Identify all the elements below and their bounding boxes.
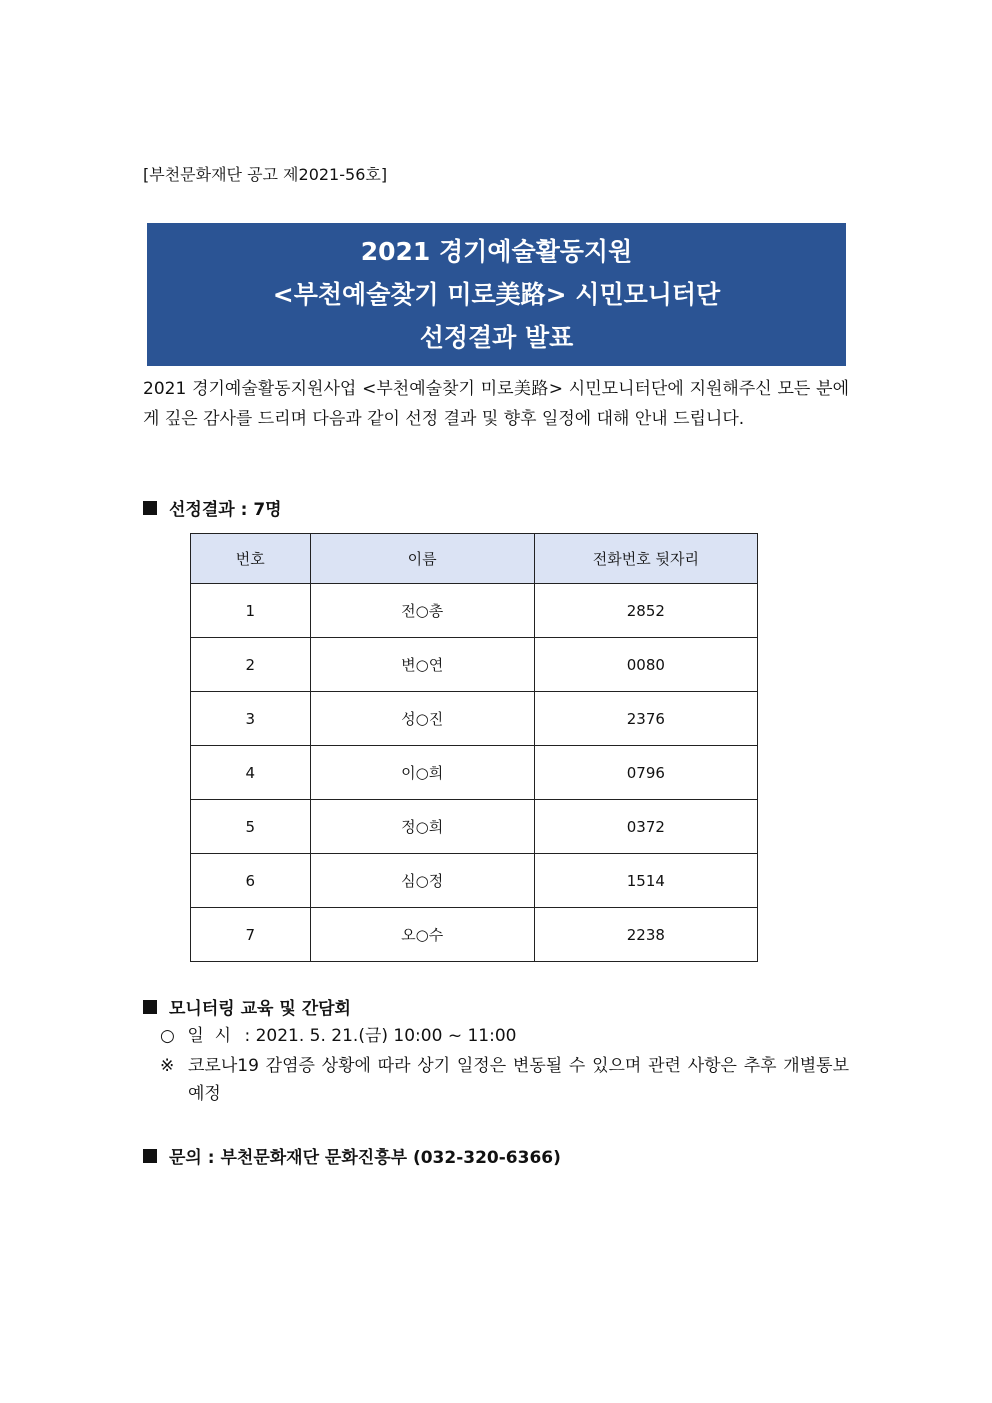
- row-name: 성○진: [310, 692, 534, 746]
- notice-number: [부천문화재단 공고 제2021-56호]: [143, 165, 388, 184]
- table-row: [191, 638, 758, 692]
- covid-note: [160, 1052, 849, 1108]
- row-phone: 2238: [534, 908, 757, 962]
- schedule-label: 일 시: [187, 1026, 232, 1046]
- header-phone: 전화번호 뒷자리: [534, 534, 757, 584]
- row-number: 5: [191, 800, 311, 854]
- row-phone: 2852: [534, 584, 757, 638]
- row-name: 심○정: [310, 854, 534, 908]
- row-phone: 0372: [534, 800, 757, 854]
- row-name: 전○총: [310, 584, 534, 638]
- reference-mark-icon: ※: [160, 1056, 175, 1076]
- row-name: 정○희: [310, 800, 534, 854]
- schedule-line: [160, 1022, 516, 1050]
- row-number: 4: [191, 746, 311, 800]
- contact-heading-text: 문의 : 부천문화재단 문화진흥부 (032-320-6366): [169, 1148, 561, 1168]
- training-heading: [143, 994, 351, 1019]
- row-name: 오○수: [310, 908, 534, 962]
- table-row: [191, 584, 758, 638]
- circle-bullet-icon: ○: [160, 1026, 175, 1046]
- contact-heading: [143, 1143, 561, 1168]
- square-bullet-icon: [143, 1000, 157, 1014]
- title-line-1: 2021 경기예술활동지원: [360, 237, 633, 266]
- title-line-3: 선정결과 발표: [419, 323, 574, 352]
- square-bullet-icon: [143, 501, 157, 515]
- header-name: 이름: [310, 534, 534, 584]
- header-number: 번호: [191, 534, 311, 584]
- table-row: [191, 800, 758, 854]
- table-row: [191, 746, 758, 800]
- row-phone: 2376: [534, 692, 757, 746]
- title-banner: [147, 223, 846, 366]
- row-number: 1: [191, 584, 311, 638]
- schedule-value: : 2021. 5. 21.(금) 10:00 ~ 11:00: [244, 1026, 517, 1046]
- row-number: 6: [191, 854, 311, 908]
- row-name: 이○희: [310, 746, 534, 800]
- row-phone: 1514: [534, 854, 757, 908]
- table-header-row: [191, 534, 758, 584]
- row-phone: 0080: [534, 638, 757, 692]
- title-line-2: <부천예술찾기 미로美路> 시민모니터단: [272, 280, 721, 309]
- row-name: 변○연: [310, 638, 534, 692]
- table-row: [191, 692, 758, 746]
- selection-heading: [143, 495, 282, 520]
- square-bullet-icon: [143, 1149, 157, 1163]
- row-number: 3: [191, 692, 311, 746]
- row-phone: 0796: [534, 746, 757, 800]
- row-number: 2: [191, 638, 311, 692]
- selection-heading-text: 선정결과 : 7명: [169, 500, 282, 520]
- row-number: 7: [191, 908, 311, 962]
- training-heading-text: 모니터링 교육 및 간담회: [169, 999, 351, 1019]
- table-row: [191, 908, 758, 962]
- covid-note-text: 코로나19 감염증 상황에 따라 상기 일정은 변동될 수 있으며 관련 사항은 추후 개별통보 예정: [188, 1056, 849, 1104]
- selection-table: [190, 533, 758, 962]
- intro-paragraph: 2021 경기예술활동지원사업 <부천예술찾기 미로美路> 시민모니터단에 지원해주신 모든 분에게 깊은 감사를 드리며 다음과 같이 선정 결과 및 향후 일정에 대해 안내 드립니다.: [143, 379, 849, 429]
- table-row: [191, 854, 758, 908]
